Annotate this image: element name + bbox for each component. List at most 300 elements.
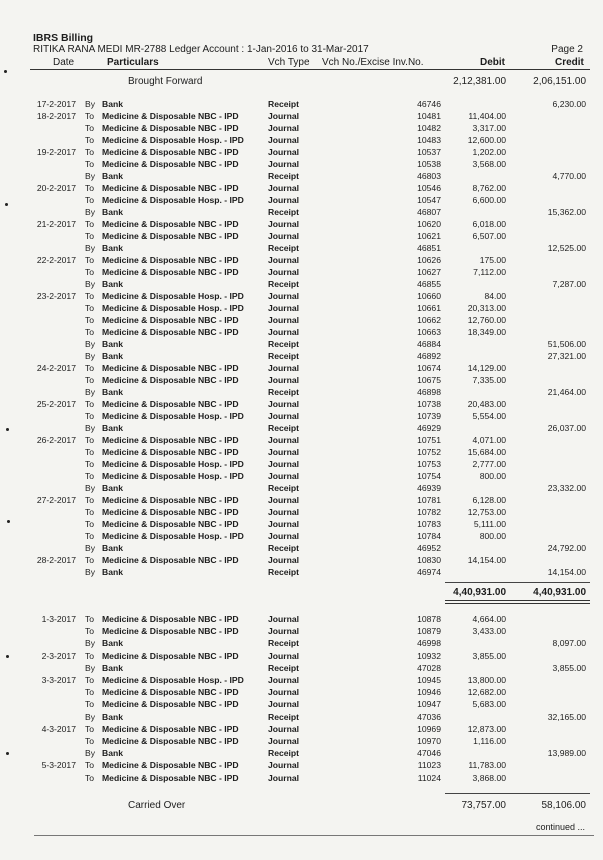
entry-vch-type: Receipt: [268, 748, 300, 759]
entry-vch-type: Journal: [268, 291, 300, 301]
entry-vch-type: Journal: [268, 736, 300, 746]
scan-speck: [6, 428, 9, 431]
col-vch-no: Vch No./Excise Inv.No.: [322, 57, 424, 68]
entry-direction: To: [85, 183, 95, 193]
entry-direction: By: [85, 99, 96, 109]
entry-vch-type: Receipt: [268, 711, 300, 722]
entry-direction: By: [85, 748, 96, 759]
entry-date: 20-2-2017: [36, 183, 76, 193]
entry-debit: 20,313.00: [467, 303, 506, 313]
ledger-row: [0, 278, 603, 290]
ledger-row: [0, 134, 603, 146]
entry-direction: To: [85, 471, 95, 481]
ledger-row: [0, 446, 603, 458]
entry-vch-no: 10752: [417, 447, 441, 457]
entry-direction: To: [85, 736, 95, 746]
entry-debit: 3,317.00: [472, 123, 506, 133]
entry-debit: 5,683.00: [472, 699, 506, 710]
entry-particulars: Medicine & Disposable Hosp. - IPD: [102, 531, 244, 541]
entry-direction: To: [85, 363, 95, 373]
entry-direction: By: [85, 711, 96, 722]
entry-vch-no: 10781: [417, 495, 441, 505]
entry-debit: 14,154.00: [467, 555, 506, 565]
ledger-row: [0, 723, 603, 735]
entry-direction: To: [85, 507, 95, 517]
entry-direction: By: [85, 243, 96, 253]
entry-vch-type: Journal: [268, 650, 300, 661]
entry-direction: By: [85, 567, 96, 577]
brought-forward-credit: 2,06,151.00: [533, 76, 586, 87]
entry-vch-no: 10662: [417, 315, 441, 325]
entry-vch-type: Journal: [268, 471, 300, 481]
entry-debit: 3,568.00: [472, 159, 506, 169]
entry-vch-type: Journal: [268, 699, 300, 710]
entry-particulars: Medicine & Disposable NBC - IPD: [102, 519, 239, 529]
brought-forward-label: Brought Forward: [128, 76, 203, 87]
entry-vch-type: Journal: [268, 723, 300, 734]
entry-particulars: Medicine & Disposable NBC - IPD: [102, 399, 239, 409]
entry-particulars: Bank: [102, 339, 124, 349]
col-particulars: Particulars: [107, 57, 159, 68]
entry-direction: To: [85, 315, 95, 325]
entry-direction: By: [85, 483, 96, 493]
entry-debit: 6,600.00: [472, 195, 506, 205]
col-vch-type: Vch Type: [268, 57, 310, 68]
ledger-row: [0, 326, 603, 338]
entry-debit: 4,071.00: [472, 435, 506, 445]
entry-vch-no: 10620: [417, 219, 441, 229]
entry-vch-type: Journal: [268, 459, 300, 469]
entry-vch-type: Receipt: [268, 351, 300, 361]
ledger-row: [0, 398, 603, 410]
report-title: IBRS Billing: [33, 32, 94, 44]
entry-credit: 13,989.00: [547, 748, 586, 759]
entry-direction: To: [85, 255, 95, 265]
ledger-row: [0, 362, 603, 374]
scan-speck: [6, 655, 9, 658]
ledger-row: [0, 735, 603, 747]
ledger-row: [0, 410, 603, 422]
entry-vch-type: Journal: [268, 519, 300, 529]
entry-vch-no: 10483: [417, 135, 441, 145]
entry-debit: 3,433.00: [472, 626, 506, 637]
entry-particulars: Bank: [102, 662, 124, 673]
entry-vch-type: Receipt: [268, 423, 300, 433]
entry-direction: To: [85, 495, 95, 505]
ledger-row: [0, 674, 603, 686]
entry-debit: 6,018.00: [472, 219, 506, 229]
entry-particulars: Medicine & Disposable NBC - IPD: [102, 255, 239, 265]
entry-vch-type: Journal: [268, 447, 300, 457]
entry-debit: 20,483.00: [467, 399, 506, 409]
entry-vch-type: Journal: [268, 375, 300, 385]
entry-particulars: Bank: [102, 243, 124, 253]
entry-vch-type: Journal: [268, 315, 300, 325]
entry-credit: 51,506.00: [547, 339, 586, 349]
entry-direction: To: [85, 675, 95, 685]
entry-vch-no: 10947: [417, 699, 441, 710]
entry-direction: To: [85, 555, 95, 565]
entry-date: 5-3-2017: [41, 760, 76, 771]
entry-direction: To: [85, 723, 95, 734]
entry-debit: 14,129.00: [467, 363, 506, 373]
entry-debit: 2,777.00: [472, 459, 506, 469]
ledger-row: [0, 158, 603, 170]
entry-credit: 4,770.00: [552, 171, 586, 181]
ledger-row: [0, 254, 603, 266]
entry-vch-type: Receipt: [268, 662, 300, 673]
entry-vch-type: Receipt: [268, 567, 300, 577]
entry-particulars: Medicine & Disposable NBC - IPD: [102, 772, 239, 783]
entry-vch-type: Journal: [268, 123, 300, 133]
entry-direction: By: [85, 351, 96, 361]
entry-particulars: Medicine & Disposable NBC - IPD: [102, 447, 239, 457]
entry-direction: By: [85, 387, 96, 397]
entry-vch-type: Journal: [268, 495, 300, 505]
subtotal-rule: [445, 582, 590, 583]
entry-debit: 7,112.00: [473, 267, 506, 277]
entry-debit: 1,116.00: [473, 736, 506, 746]
entry-direction: To: [85, 687, 95, 698]
entry-debit: 84.00: [484, 291, 506, 301]
entry-direction: To: [85, 195, 95, 205]
carried-over-credit: 58,106.00: [541, 800, 586, 811]
ledger-row: [0, 698, 603, 710]
subtotal-credit: 4,40,931.00: [533, 587, 586, 598]
entry-date: 21-2-2017: [36, 219, 76, 229]
entry-direction: To: [85, 111, 95, 121]
entry-debit: 18,349.00: [467, 327, 506, 337]
ledger-row: [0, 637, 603, 649]
entry-vch-type: Journal: [268, 159, 300, 169]
ledger-row: [0, 266, 603, 278]
entry-vch-no: 10739: [417, 411, 441, 421]
entry-vch-type: Journal: [268, 411, 300, 421]
entry-direction: To: [85, 231, 95, 241]
entry-debit: 7,335.00: [472, 375, 506, 385]
entry-particulars: Medicine & Disposable Hosp. - IPD: [102, 303, 244, 313]
entry-particulars: Medicine & Disposable Hosp. - IPD: [102, 135, 244, 145]
entry-particulars: Medicine & Disposable NBC - IPD: [102, 614, 239, 624]
entry-vch-no: 10538: [417, 159, 441, 169]
page-number: Page 2: [551, 44, 583, 55]
entry-vch-type: Journal: [268, 327, 300, 337]
entry-vch-type: Journal: [268, 675, 300, 685]
entry-particulars: Medicine & Disposable NBC - IPD: [102, 736, 239, 746]
ledger-row: [0, 542, 603, 554]
entry-direction: To: [85, 375, 95, 385]
entry-date: 1-3-2017: [41, 614, 76, 624]
ledger-row: [0, 242, 603, 254]
entry-vch-type: Journal: [268, 435, 300, 445]
entry-particulars: Bank: [102, 748, 124, 759]
entry-vch-type: Journal: [268, 219, 300, 229]
col-date: Date: [53, 57, 75, 68]
col-debit: Debit: [480, 57, 505, 68]
entry-vch-type: Receipt: [268, 339, 300, 349]
entry-particulars: Medicine & Disposable NBC - IPD: [102, 760, 239, 771]
entry-credit: 26,037.00: [547, 423, 586, 433]
ledger-row: [0, 302, 603, 314]
entry-vch-no: 10753: [417, 459, 441, 469]
entry-vch-type: Receipt: [268, 483, 300, 493]
entry-date: 23-2-2017: [36, 291, 76, 301]
entry-vch-no: 10751: [417, 435, 441, 445]
ledger-row: [0, 122, 603, 134]
ledger-row: [0, 434, 603, 446]
subtotal-row: [0, 587, 603, 599]
entry-direction: By: [85, 339, 96, 349]
entry-vch-type: Journal: [268, 555, 300, 565]
entry-debit: 12,600.00: [467, 135, 506, 145]
entry-particulars: Bank: [102, 543, 124, 553]
entry-vch-type: Journal: [268, 531, 300, 541]
entry-debit: 800.00: [479, 531, 506, 541]
entry-direction: By: [85, 279, 96, 289]
ledger-row: [0, 554, 603, 566]
entry-vch-no: 46939: [417, 483, 441, 493]
ledger-row: [0, 422, 603, 434]
entry-vch-no: 10738: [417, 399, 441, 409]
footer-rule: [34, 835, 594, 836]
entry-particulars: Medicine & Disposable NBC - IPD: [102, 159, 239, 169]
entry-date: 17-2-2017: [36, 99, 76, 109]
brought-forward-debit: 2,12,381.00: [453, 76, 506, 87]
entry-particulars: Medicine & Disposable NBC - IPD: [102, 363, 239, 373]
entry-particulars: Medicine & Disposable NBC - IPD: [102, 267, 239, 277]
entry-particulars: Medicine & Disposable NBC - IPD: [102, 123, 239, 133]
scan-speck: [4, 70, 7, 73]
ledger-row: [0, 290, 603, 302]
entry-credit: 21,464.00: [547, 387, 586, 397]
entry-credit: 7,287.00: [552, 279, 586, 289]
entry-particulars: Bank: [102, 99, 124, 109]
entry-debit: 1,202.00: [472, 147, 506, 157]
entry-direction: To: [85, 435, 95, 445]
entry-vch-type: Journal: [268, 614, 300, 624]
entry-debit: 4,664.00: [472, 614, 506, 624]
ledger-row: [0, 613, 603, 625]
entry-vch-no: 46974: [417, 567, 441, 577]
entry-vch-no: 10547: [417, 195, 441, 205]
entry-direction: By: [85, 638, 96, 649]
entry-vch-no: 46746: [417, 99, 441, 109]
subtotal-double-rule: [445, 600, 590, 604]
entry-particulars: Medicine & Disposable Hosp. - IPD: [102, 195, 244, 205]
ledger-row: [0, 530, 603, 542]
entry-particulars: Medicine & Disposable NBC - IPD: [102, 699, 239, 710]
entry-vch-no: 11023: [417, 760, 441, 771]
entry-date: 28-2-2017: [36, 555, 76, 565]
entry-date: 18-2-2017: [36, 111, 76, 121]
entry-vch-type: Journal: [268, 626, 300, 637]
entry-vch-no: 10626: [417, 255, 441, 265]
entry-direction: To: [85, 519, 95, 529]
entry-particulars: Medicine & Disposable Hosp. - IPD: [102, 675, 244, 685]
entry-debit: 13,800.00: [467, 675, 506, 685]
entry-particulars: Bank: [102, 638, 124, 649]
entry-debit: 5,111.00: [473, 519, 506, 529]
entry-date: 22-2-2017: [36, 255, 76, 265]
entry-direction: By: [85, 543, 96, 553]
scan-speck: [5, 203, 8, 206]
entry-vch-no: 10621: [417, 231, 441, 241]
entry-vch-no: 10784: [417, 531, 441, 541]
entry-particulars: Medicine & Disposable NBC - IPD: [102, 555, 239, 565]
entry-debit: 12,873.00: [467, 723, 506, 734]
entry-date: 2-3-2017: [41, 650, 76, 661]
entry-vch-no: 10932: [417, 650, 441, 661]
entry-vch-no: 47036: [417, 711, 441, 722]
entry-vch-type: Receipt: [268, 279, 300, 289]
entry-vch-no: 46803: [417, 171, 441, 181]
entry-vch-type: Receipt: [268, 243, 300, 253]
entry-particulars: Medicine & Disposable NBC - IPD: [102, 435, 239, 445]
entry-vch-no: 10537: [417, 147, 441, 157]
entry-vch-type: Receipt: [268, 99, 300, 109]
entry-direction: To: [85, 614, 95, 624]
ledger-row: [0, 146, 603, 158]
entry-particulars: Medicine & Disposable Hosp. - IPD: [102, 411, 244, 421]
ledger-row: [0, 170, 603, 182]
entry-vch-type: Journal: [268, 147, 300, 157]
entry-date: 26-2-2017: [36, 435, 76, 445]
entry-vch-no: 10627: [417, 267, 441, 277]
entry-date: 19-2-2017: [36, 147, 76, 157]
entry-vch-no: 10830: [417, 555, 441, 565]
entry-vch-no: 10970: [417, 736, 441, 746]
entry-vch-type: Receipt: [268, 543, 300, 553]
brought-forward-row: [0, 76, 603, 88]
ledger-row: [0, 494, 603, 506]
ledger-row: [0, 218, 603, 230]
entry-credit: 32,165.00: [547, 711, 586, 722]
entry-direction: To: [85, 772, 95, 783]
entry-debit: 6,128.00: [472, 495, 506, 505]
entry-vch-type: Journal: [268, 267, 300, 277]
entry-vch-type: Journal: [268, 111, 300, 121]
entry-vch-no: 10675: [417, 375, 441, 385]
entry-vch-no: 10782: [417, 507, 441, 517]
ledger-row: [0, 662, 603, 674]
entry-vch-type: Journal: [268, 183, 300, 193]
ledger-row: [0, 625, 603, 637]
ledger-row: [0, 206, 603, 218]
entry-vch-type: Journal: [268, 687, 300, 698]
entry-particulars: Medicine & Disposable Hosp. - IPD: [102, 471, 244, 481]
entry-vch-no: 46952: [417, 543, 441, 553]
entry-credit: 12,525.00: [547, 243, 586, 253]
entry-particulars: Medicine & Disposable NBC - IPD: [102, 650, 239, 661]
ledger-row: [0, 386, 603, 398]
ledger-row: [0, 458, 603, 470]
entry-vch-type: Receipt: [268, 207, 300, 217]
entry-particulars: Medicine & Disposable NBC - IPD: [102, 375, 239, 385]
ledger-row: [0, 374, 603, 386]
subtotal-debit: 4,40,931.00: [453, 587, 506, 598]
entry-direction: By: [85, 207, 96, 217]
entry-debit: 15,684.00: [467, 447, 506, 457]
ledger-row: [0, 759, 603, 771]
ledger-row: [0, 650, 603, 662]
entry-debit: 12,760.00: [467, 315, 506, 325]
entry-vch-type: Journal: [268, 760, 300, 771]
entry-debit: 11,404.00: [468, 111, 506, 121]
entry-vch-no: 46929: [417, 423, 441, 433]
entry-direction: To: [85, 650, 95, 661]
entry-direction: To: [85, 699, 95, 710]
entry-direction: To: [85, 447, 95, 457]
entry-particulars: Bank: [102, 711, 124, 722]
entry-particulars: Medicine & Disposable NBC - IPD: [102, 315, 239, 325]
entry-vch-type: Journal: [268, 399, 300, 409]
entry-debit: 6,507.00: [472, 231, 506, 241]
entry-direction: To: [85, 219, 95, 229]
entry-direction: By: [85, 171, 96, 181]
entry-direction: To: [85, 760, 95, 771]
entry-credit: 27,321.00: [547, 351, 586, 361]
entry-vch-type: Journal: [268, 507, 300, 517]
entry-direction: To: [85, 531, 95, 541]
entry-credit: 3,855.00: [552, 662, 586, 673]
entry-particulars: Medicine & Disposable NBC - IPD: [102, 147, 239, 157]
ledger-row: [0, 194, 603, 206]
scan-speck: [6, 752, 9, 755]
entry-particulars: Medicine & Disposable NBC - IPD: [102, 231, 239, 241]
entry-vch-no: 10946: [417, 687, 441, 698]
entry-vch-type: Journal: [268, 255, 300, 265]
entry-date: 24-2-2017: [36, 363, 76, 373]
entry-particulars: Medicine & Disposable NBC - IPD: [102, 183, 239, 193]
entry-particulars: Medicine & Disposable NBC - IPD: [102, 723, 239, 734]
entry-debit: 12,682.00: [467, 687, 506, 698]
entry-particulars: Bank: [102, 171, 124, 181]
carried-over-debit: 73,757.00: [461, 800, 506, 811]
entry-credit: 8,097.00: [552, 638, 586, 649]
entry-vch-no: 10546: [417, 183, 441, 193]
scan-speck: [7, 520, 10, 523]
entry-direction: To: [85, 626, 95, 637]
carried-over-rule: [445, 793, 590, 794]
entry-particulars: Medicine & Disposable NBC - IPD: [102, 626, 239, 637]
entry-particulars: Medicine & Disposable NBC - IPD: [102, 507, 239, 517]
entry-particulars: Bank: [102, 567, 124, 577]
ledger-account-line: RITIKA RANA MEDI MR-2788 Ledger Account : 1-Jan-2016 to 31-Mar-2017: [33, 44, 369, 55]
entry-particulars: Medicine & Disposable Hosp. - IPD: [102, 291, 244, 301]
entry-particulars: Bank: [102, 423, 124, 433]
ledger-row: [0, 518, 603, 530]
ledger-row: [0, 182, 603, 194]
ledger-row: [0, 230, 603, 242]
entry-vch-no: 10945: [417, 675, 441, 685]
entry-debit: 3,855.00: [472, 650, 506, 661]
ledger-row: [0, 314, 603, 326]
entry-date: 4-3-2017: [41, 723, 76, 734]
entry-vch-no: 10969: [417, 723, 441, 734]
entry-vch-no: 10661: [417, 303, 441, 313]
entry-particulars: Medicine & Disposable Hosp. - IPD: [102, 459, 244, 469]
entry-date: 3-3-2017: [41, 675, 76, 685]
entry-debit: 800.00: [479, 471, 506, 481]
entry-particulars: Medicine & Disposable NBC - IPD: [102, 495, 239, 505]
entry-direction: To: [85, 147, 95, 157]
entry-particulars: Medicine & Disposable NBC - IPD: [102, 327, 239, 337]
carried-over-label: Carried Over: [128, 800, 186, 811]
entry-vch-no: 46855: [417, 279, 441, 289]
entry-particulars: Bank: [102, 279, 124, 289]
entry-vch-no: 11024: [417, 772, 441, 783]
entry-particulars: Medicine & Disposable NBC - IPD: [102, 219, 239, 229]
